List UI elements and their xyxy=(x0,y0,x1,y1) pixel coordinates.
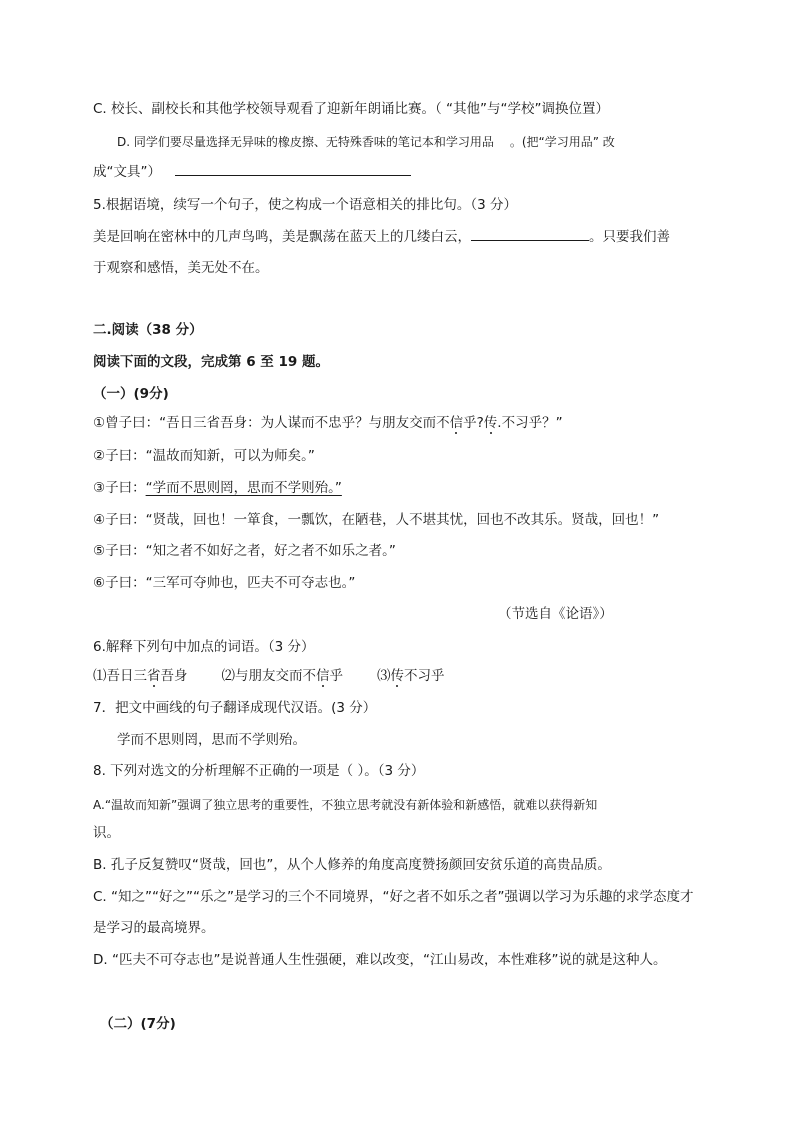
option-8d: D. “匹夫不可夺志也”是说普通人生性强硬，难以改变，“江山易改，本性难移”说的就是这种人。 xyxy=(93,952,667,968)
question-6-items xyxy=(93,667,445,685)
quote-1-text-mid: 乎? xyxy=(463,415,484,431)
dotted-word: 信 xyxy=(449,415,464,431)
quote-1 xyxy=(93,414,563,432)
section-heading-reading: 二.阅读（38 分） xyxy=(93,322,203,338)
option-8a-line1: A.“温故而知新”强调了独立思考的重要性，不独立思考就没有新体验和新感悟，就难以获得新知 xyxy=(93,798,598,812)
option-d xyxy=(117,133,615,151)
underlined-sentence: “学而不思则罔，思而不学则殆。” xyxy=(145,480,342,496)
question-8-title: 8. 下列对选文的分析理解不正确的一项是（ ）。（3 分） xyxy=(93,763,425,779)
question-7-title: 7．把文中画线的句子翻译成现代汉语。(3 分） xyxy=(93,700,377,716)
option-c: C. 校长、副校长和其他学校领导观看了迎新年朗诵比赛。（ “其他”与“学校”调换位置） xyxy=(93,101,610,117)
quote-5: ⑤子曰：“知之者不如好之者，好之者不如乐之者。” xyxy=(93,543,396,559)
option-8a-line2: 识。 xyxy=(93,825,120,841)
option-8c-line1: C. “知之”“好之”“乐之”是学习的三个不同境界，“好之者不如乐之者”强调以学习为乐趣的求学态度才 xyxy=(93,889,694,905)
part-1-title: （一）(9分) xyxy=(93,386,169,402)
question-7-sentence: 学而不思则罔，思而不学则殆。 xyxy=(117,732,306,748)
quote-1-text: ①曾子曰：“吾日三省吾身：为人谋而不忠乎？与朋友交而不 xyxy=(93,415,450,431)
option-d-text: D. 同学们要尽量选择无异味的橡皮擦、无特殊香味的笔记本和学习用品 xyxy=(117,135,494,149)
dotted-word: 省 xyxy=(147,668,161,684)
dotted-word: 传 xyxy=(390,668,404,684)
q6-item-1: ⑴吾日三省吾身 xyxy=(93,668,188,684)
question-6-title: 6.解释下列句中加点的词语。（3 分） xyxy=(93,639,315,655)
dotted-word: 传 xyxy=(483,415,498,431)
quote-4: ④子曰：“贤哉，回也！一箪食，一瓢饮，在陋巷，人不堪其忧，回也不改其乐。贤哉，回也！” xyxy=(93,512,660,528)
reading-instruction: 阅读下面的文段，完成第 6 至 19 题。 xyxy=(93,354,329,370)
quote-3-text: ③子曰： xyxy=(93,480,146,496)
quote-1-text-end: .不习乎？” xyxy=(497,415,563,431)
part-2-title: （二）(7分) xyxy=(100,1016,176,1032)
dotted-word: 信 xyxy=(316,668,330,684)
answer-blank-d[interactable] xyxy=(175,163,411,176)
question-5-line1 xyxy=(93,228,670,246)
q6-item-2: ⑵与朋友交而不信乎 xyxy=(221,668,343,684)
quote-2: ②子曰：“温故而知新，可以为师矣。” xyxy=(93,448,315,464)
answer-blank-5[interactable] xyxy=(471,228,589,241)
quote-6: ⑥子曰：“三军可夺帅也，匹夫不可夺志也。” xyxy=(93,575,356,591)
option-8b: B. 孔子反复赞叹“贤哉，回也”，从个人修养的角度高度赞扬颜回安贫乐道的高贵品质。 xyxy=(93,857,611,873)
source-note: （节选自《论语》） xyxy=(498,606,613,622)
question-5-text: 美是回响在密林中的几声鸟鸣，美是飘荡在蓝天上的几缕白云， xyxy=(93,229,471,245)
option-8c-line2: 是学习的最高境界。 xyxy=(93,920,215,936)
option-d-continued xyxy=(93,163,411,181)
q6-item-3: ⑶传不习乎 xyxy=(377,668,445,684)
question-5-text-cont: 。只要我们善 xyxy=(589,229,670,245)
question-5-title: 5.根据语境，续写一个句子，使之构成一个语意相关的排比句。（3 分） xyxy=(93,197,518,213)
question-5-line2: 于观察和感悟，美无处不在。 xyxy=(93,260,269,276)
option-d-note-end: 成“文具”） xyxy=(93,164,161,180)
quote-3 xyxy=(93,479,342,497)
option-d-note: 。(把“学习用品” 改 xyxy=(509,135,615,149)
